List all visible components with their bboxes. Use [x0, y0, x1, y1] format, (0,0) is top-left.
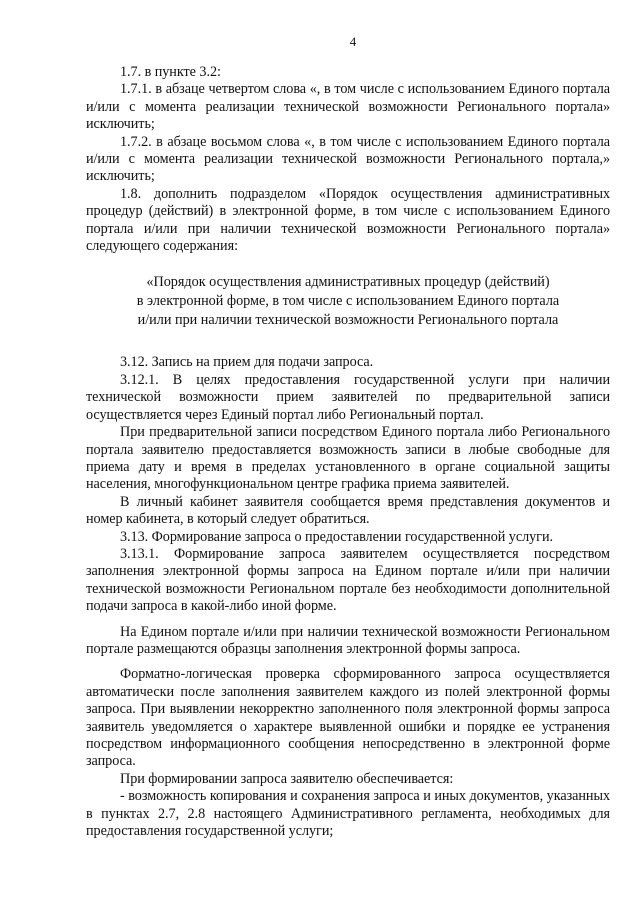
heading-line-1: «Порядок осуществления административных процедур (действий)	[146, 274, 550, 291]
subsection-heading	[86, 273, 610, 330]
paragraph-personal-cabinet: В личный кабинет заявителя сообщается время представления документов и номер кабинета, в который следует обратиться.	[86, 493, 610, 528]
heading-line-2: в электронной форме, в том числе с использованием Единого портала	[136, 293, 560, 310]
paragraph-3-12: 3.12. Запись на прием для подачи запроса.	[120, 354, 374, 371]
paragraph-copy-save: - возможность копирования и сохранения запроса и иных документов, указанных в пунктах 2.7, 2.8 настоящего Административного регламента, необходимых для предоставления государственной услуги;	[86, 788, 610, 840]
paragraph-3-13-1: 3.13.1. Формирование запроса заявителем осуществляется посредством заполнения электронной формы запроса на Едином портале и/или при наличии технической возможности Региональном портале без необходимости дополнительной подачи запроса в какой-либо иной форме.	[86, 545, 610, 615]
heading-line-3: и/или при наличии технической возможности Регионального портала	[137, 312, 559, 329]
paragraph-format-check: Форматно-логическая проверка сформированного запроса осуществляется автоматически после заполнения заявителем каждого из полей электронной формы запроса. При выявлении некорректно заполненного поля электронной формы запроса заявитель уведомляется о характере выявленной ошибки и порядке ее устранения посредством информационного сообщения непосредственно в электронной форме запроса.	[86, 666, 610, 770]
paragraph-3-13: 3.13. Формирование запроса о предоставлении государственной услуги.	[120, 528, 553, 545]
paragraph-1-7-2: 1.7.2. в абзаце восьмом слова «, в том числе с использованием Единого портала и/или с момента реализации технической возможности Регионального портала,» исключить;	[86, 133, 610, 185]
paragraph-provided: При формировании запроса заявителю обеспечивается:	[120, 770, 454, 787]
paragraph-1-7: 1.7. в пункте 3.2:	[120, 64, 221, 80]
paragraph-1-8: 1.8. дополнить подразделом «Порядок осуществления административных процедур (действий) в электронной форме, в том числе с использованием Единого портала и/или при наличии технической возможности Регионального портала» следующего содержания:	[86, 185, 610, 255]
page-number: 4	[349, 34, 357, 49]
paragraph-samples: На Едином портале и/или при наличии технической возможности Региональном портале размещаются образцы заполнения электронной формы запроса.	[86, 623, 610, 657]
paragraph-1-7-1: 1.7.1. в абзаце четвертом слова «, в том числе с использованием Единого портала и/или с момента реализации технической возможности Регионального портала» исключить;	[86, 81, 610, 133]
paragraph-preliminary-record: При предварительной записи посредством Единого портала либо Регионального портала заявителю предоставляется возможность записи в любые свободные для приема дату и время в пределах установленного в органе социальной защиты населения, многофункциональном центре графика приема заявителей.	[86, 424, 610, 493]
paragraph-3-12-1: 3.12.1. В целях предоставления государственной услуги при наличии технической возможности прием заявителей по предварительной записи осуществляется через Единый портал либо Региональный портал.	[86, 371, 610, 423]
